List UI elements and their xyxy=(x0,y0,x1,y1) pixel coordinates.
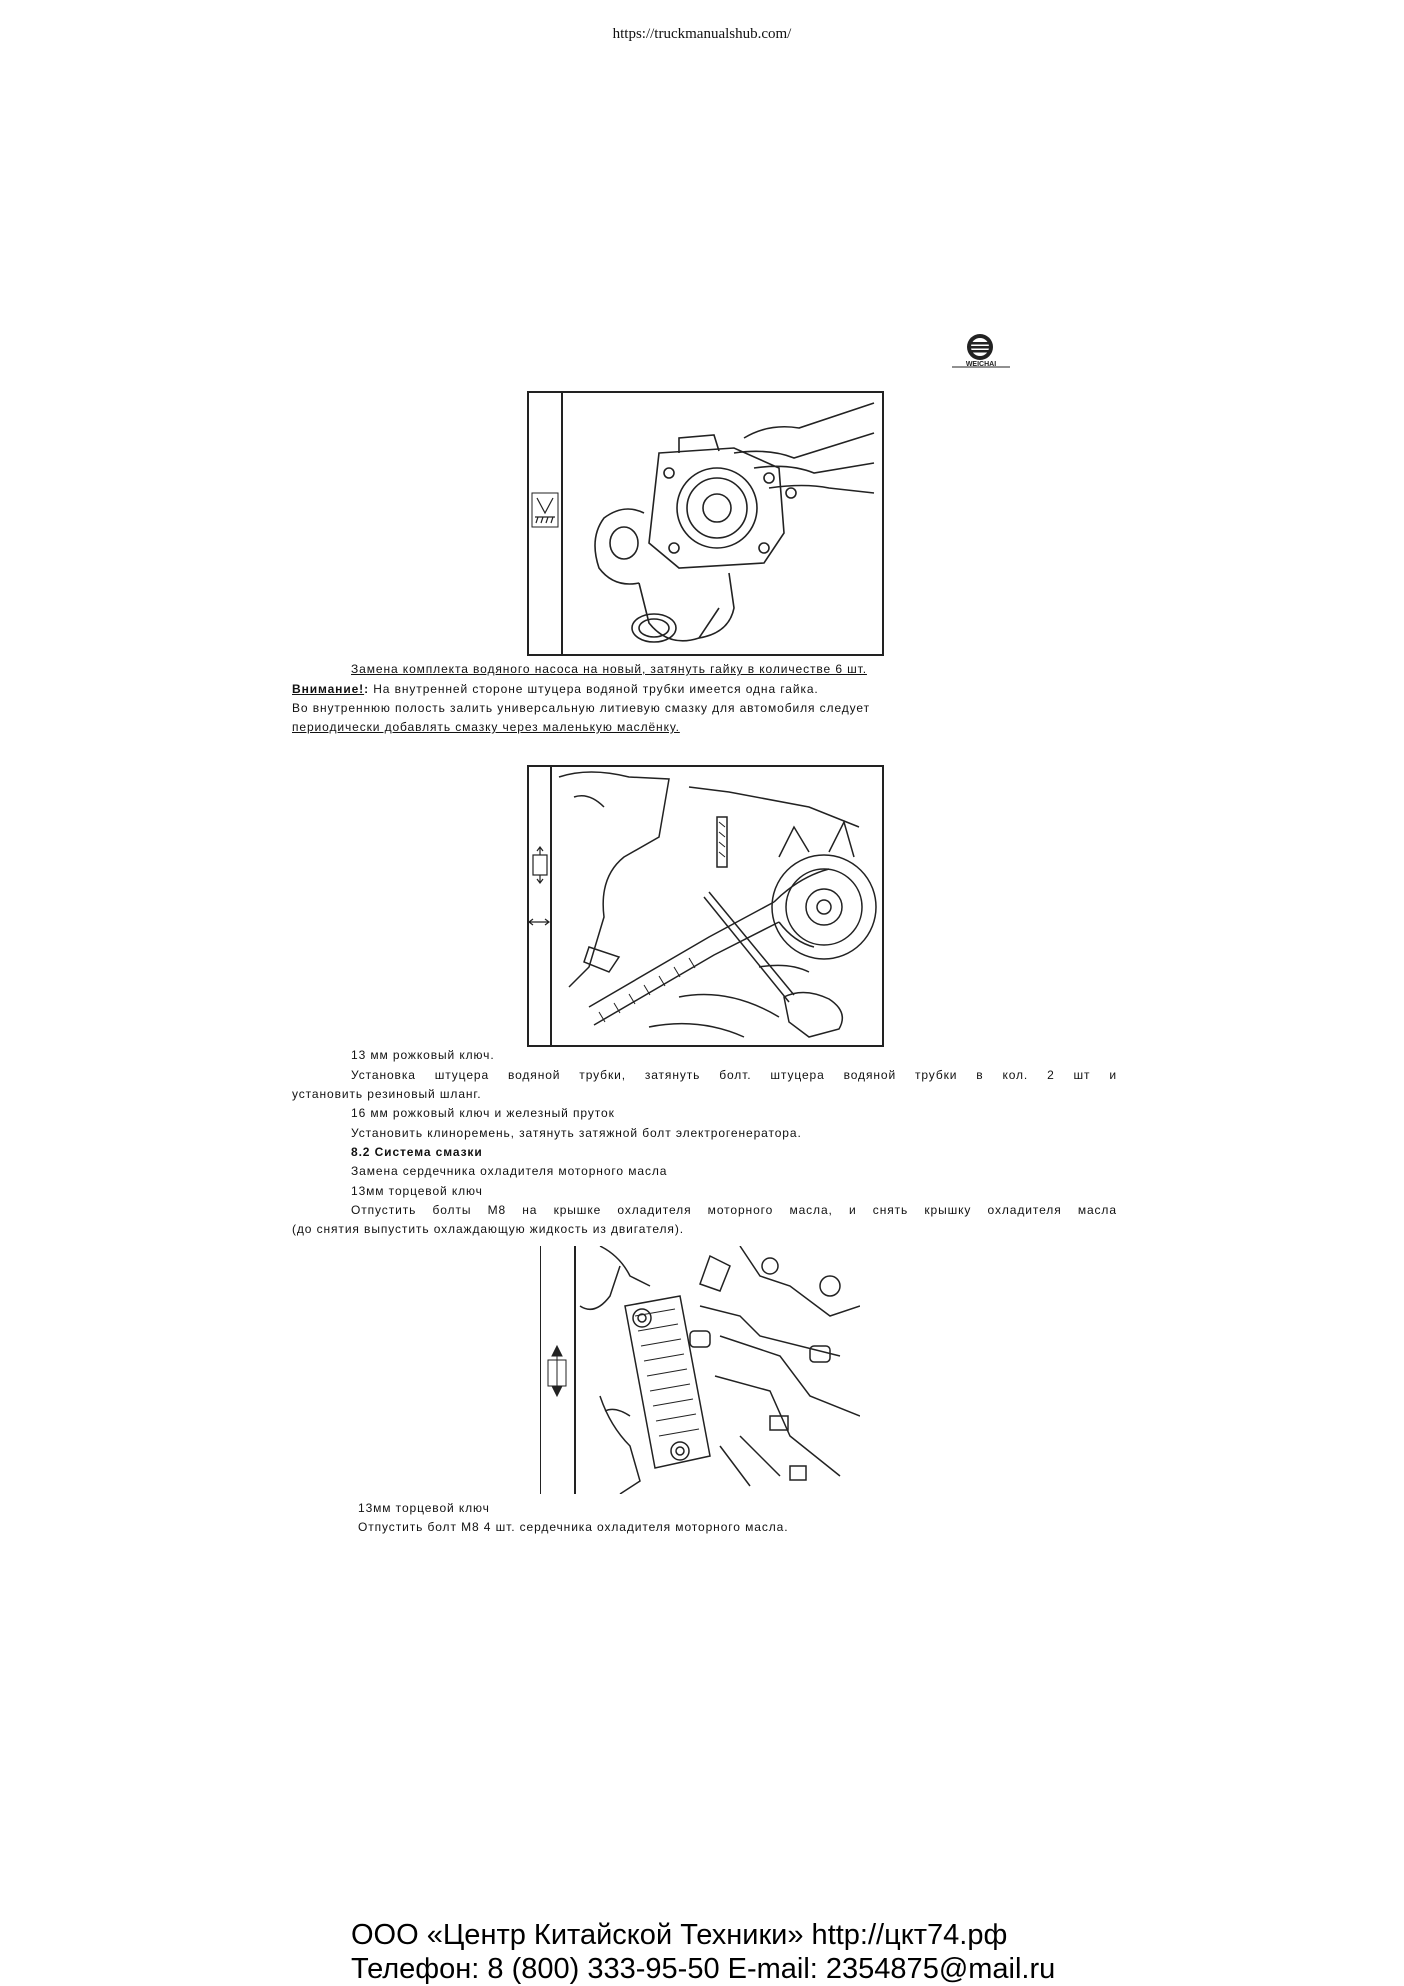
footer-company-line[interactable]: ООО «Центр Китайской Техники» http://цкт74.рф xyxy=(351,1919,1008,1951)
footer-contact-line[interactable]: Телефон: 8 (800) 333-95-50 E-mail: 2354875@mail.ru xyxy=(351,1953,1056,1985)
logo-text: WEICHAI xyxy=(965,361,997,368)
wrench-16mm-text: 16 мм рожковый ключ и железный пруток xyxy=(351,1106,615,1120)
loosen-bolts-word: моторного xyxy=(707,1203,774,1217)
attention-note: Внимание!: На внутренней стороне штуцера водяной трубки имеется одна гайка. xyxy=(292,682,819,696)
loosen-bolts-word: крышку xyxy=(924,1203,972,1217)
oil-cooler-replace-text: Замена сердечника охладителя моторного масла xyxy=(351,1164,668,1178)
install-fitting-word: затянуть xyxy=(644,1068,701,1082)
loosen-bolts-word: снять xyxy=(872,1203,909,1217)
measurement-arrows-icon xyxy=(529,847,549,925)
install-fitting-word: штуцера xyxy=(434,1068,490,1082)
loosen-bolts-word: на xyxy=(522,1203,538,1217)
install-fitting-word: водяной xyxy=(843,1068,897,1082)
loosen-bolts-text xyxy=(351,1201,1117,1220)
water-pump-figure xyxy=(527,391,884,656)
grease-periodic-text: периодически добавлять смазку через маленькую маслёнку. xyxy=(292,720,680,734)
install-fitting-word: и xyxy=(1109,1068,1117,1082)
install-fitting-word: трубки xyxy=(914,1068,958,1082)
install-hose-text: установить резиновый шланг. xyxy=(292,1087,482,1101)
loosen-bolts-word: болты xyxy=(432,1203,472,1217)
install-fitting-word: шт xyxy=(1073,1068,1091,1082)
loosen-bolts-word: крышке xyxy=(553,1203,602,1217)
grease-instruction-text: Во внутреннюю полость залить универсальную литиевую смазку для автомобиля следует xyxy=(292,701,870,715)
attention-label: Внимание! xyxy=(292,682,365,696)
drain-coolant-text: (до снятия выпустить охлаждающую жидкость из двигателя). xyxy=(292,1222,684,1236)
install-fitting-word: 2 xyxy=(1047,1068,1055,1082)
weichai-logo xyxy=(950,332,1010,376)
lubrication-symbol-icon xyxy=(532,493,558,527)
oil-cooler-figure xyxy=(540,1246,860,1494)
loosen-bolts-word: охладителя xyxy=(617,1203,692,1217)
install-fitting-word: в xyxy=(976,1068,984,1082)
lubrication-system-heading: 8.2 Система смазки xyxy=(351,1145,483,1159)
loosen-bolts-word: охладителя xyxy=(987,1203,1062,1217)
socket-13mm-text-2: 13мм торцевой ключ xyxy=(358,1501,490,1515)
install-fitting-word: водяной xyxy=(507,1068,561,1082)
loosen-bolts-word: масла, xyxy=(789,1203,833,1217)
loosen-bolts-word: Отпустить xyxy=(351,1203,417,1217)
install-fitting-text xyxy=(351,1066,1117,1085)
install-fitting-word: Установка xyxy=(351,1068,416,1082)
install-fitting-word: трубки, xyxy=(579,1068,626,1082)
loosen-bolts-word: масла xyxy=(1077,1203,1117,1217)
step-replace-pump-text: Замена комплекта водяного насоса на новый, затянуть гайку в количестве 6 шт. xyxy=(351,662,867,676)
install-fitting-word: кол. xyxy=(1002,1068,1029,1082)
install-fitting-word: штуцера xyxy=(770,1068,825,1082)
alternator-belt-figure xyxy=(527,765,884,1047)
header-url[interactable]: https://truckmanualshub.com/ xyxy=(612,26,792,42)
loosen-bolts-word: и xyxy=(848,1203,857,1217)
wrench-13mm-text: 13 мм рожковый ключ. xyxy=(351,1048,495,1062)
weichai-logo-icon xyxy=(950,332,1010,376)
install-fitting-word: болт. xyxy=(719,1068,752,1082)
loosen-bolts-word: М8 xyxy=(487,1203,507,1217)
vertical-arrows-icon xyxy=(548,1346,566,1396)
attention-text: На внутренней стороне штуцера водяной трубки имеется одна гайка. xyxy=(369,682,819,696)
loosen-core-bolts-text: Отпустить болт М8 4 шт. сердечника охладителя моторного масла. xyxy=(358,1520,789,1534)
socket-13mm-text: 13мм торцевой ключ xyxy=(351,1184,483,1198)
install-belt-text: Установить клиноремень, затянуть затяжной болт электрогенератора. xyxy=(351,1126,802,1140)
